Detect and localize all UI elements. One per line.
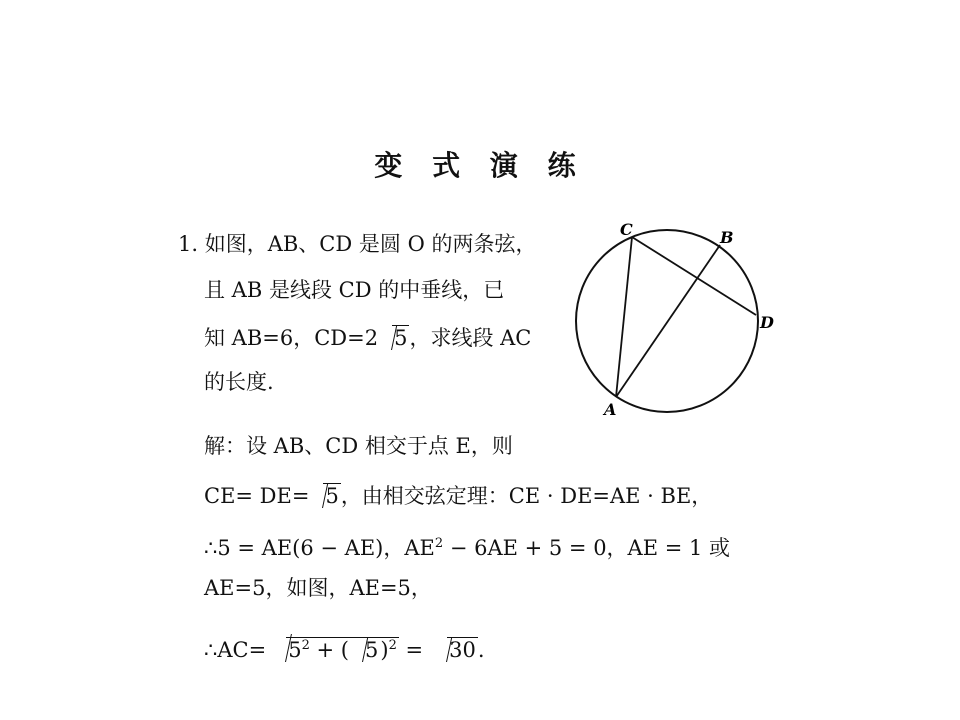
chord-cd — [632, 237, 756, 315]
radicand-part: + ( — [309, 638, 349, 662]
radicand: 30 — [449, 638, 476, 662]
label-c: C — [620, 220, 633, 239]
solution-line-3-b: − 6AE + 5 = 0，AE = 1 或 — [443, 536, 731, 560]
label-a: A — [604, 400, 617, 419]
solution-line-2 — [204, 482, 712, 510]
page-title: 变 式 演 练 — [374, 149, 586, 182]
sqrt-symbol-large — [276, 632, 399, 664]
sqrt-symbol-inner — [353, 636, 380, 664]
solution-line-3 — [204, 530, 730, 562]
radicand-part: ) — [380, 638, 389, 662]
solution-line-2-a: CE= DE= — [204, 484, 310, 508]
exponent: 2 — [388, 638, 397, 653]
solution-line-3-a: ∴5 = AE(6 − AE)，AE — [204, 536, 435, 560]
chord-ab — [616, 245, 720, 397]
solution-line-5 — [204, 632, 485, 664]
sqrt-symbol — [437, 636, 478, 664]
solution-line-2-b: ，由相交弦定理：CE · DE=AE · BE， — [340, 484, 713, 508]
problem-line-3-a: 知 AB=6，CD=2 — [204, 326, 379, 350]
label-d: D — [760, 313, 774, 332]
solution-line-5-b: = — [398, 638, 424, 662]
radicand: 5 — [394, 326, 408, 350]
solution-line-5-c: . — [477, 638, 485, 662]
segment-ac — [616, 237, 632, 397]
radicand-large — [286, 637, 399, 662]
problem-line-1: 1. 如图，AB、CD 是圆 O 的两条弦， — [178, 232, 537, 256]
problem-line-2: 且 AB 是线段 CD 的中垂线，已 — [204, 278, 505, 302]
radicand-part: 5 — [288, 638, 302, 662]
label-b: B — [720, 228, 734, 247]
solution-line-1: 解：设 AB、CD 相交于点 E，则 — [204, 434, 513, 458]
problem-line-4: 的长度. — [204, 370, 274, 394]
problem-line-3-b: ，求线段 AC — [409, 326, 532, 350]
solution-line-4: AE=5，如图，AE=5， — [204, 576, 432, 600]
sqrt-symbol — [313, 482, 340, 510]
radicand-inner: 5 — [365, 638, 379, 662]
problem-line-3 — [204, 324, 531, 352]
exponent: 2 — [301, 638, 310, 653]
solution-line-5-a: ∴AC= — [204, 638, 267, 662]
circle-figure — [570, 215, 780, 425]
sqrt-symbol — [382, 324, 409, 352]
exponent: 2 — [434, 536, 444, 551]
radicand: 5 — [325, 484, 339, 508]
